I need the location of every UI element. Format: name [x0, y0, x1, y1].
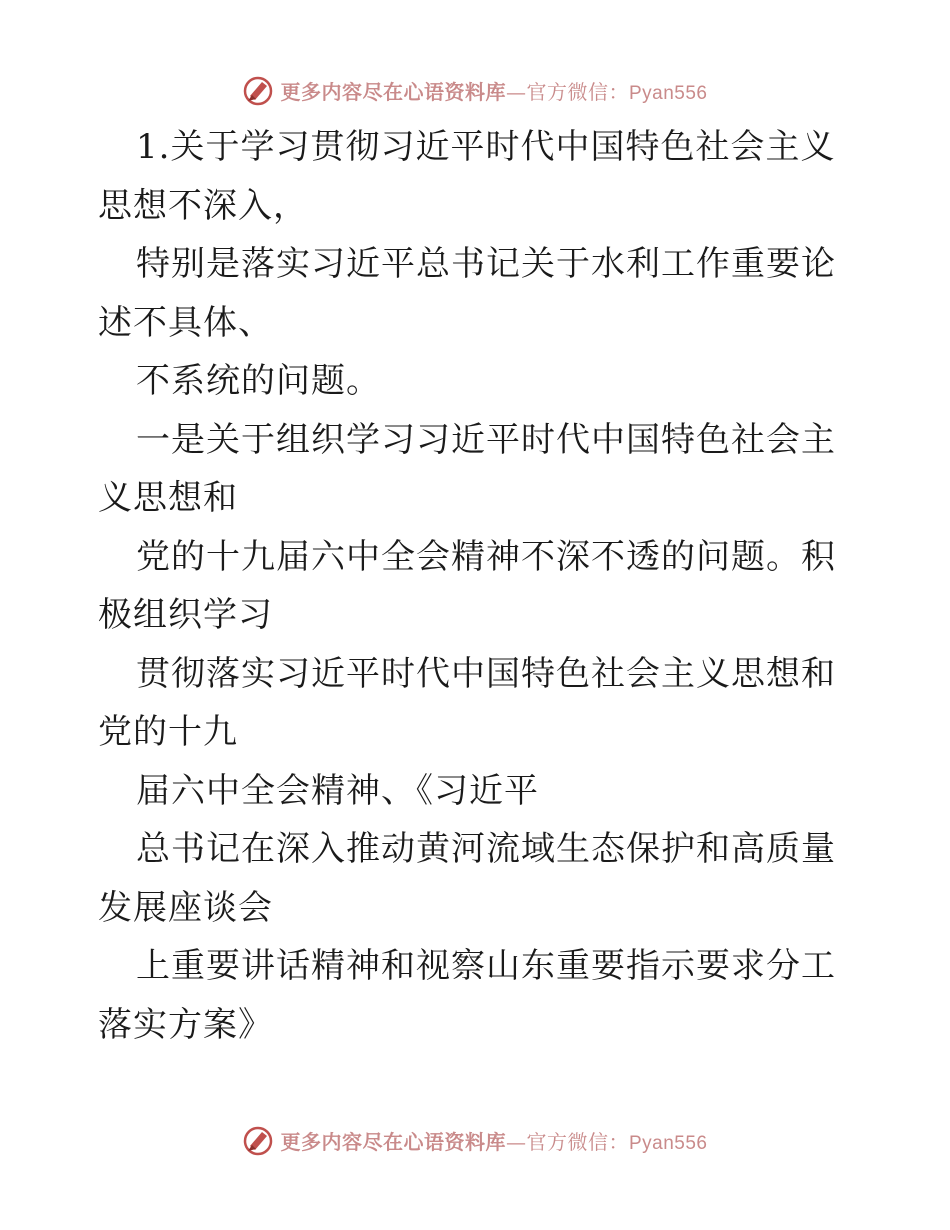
footer-banner-text: 更多内容尽在心语资料库—官方微信：Pyan556 — [280, 1129, 708, 1154]
paragraph: 贯彻落实习近平时代中国特色社会主义思想和党的十九 — [98, 653, 836, 752]
paragraph: 一是关于组织学习习近平时代中国特色社会主义思想和 — [98, 419, 836, 518]
paragraph: 届六中全会精神、《习近平 — [136, 770, 539, 811]
paragraph: 特别是落实习近平总书记关于水利工作重要论述不具体、 — [98, 244, 836, 343]
paragraph: 总书记在深入推动黄河流域生态保护和高质量发展座谈会 — [98, 829, 836, 928]
header-banner — [0, 70, 950, 110]
header-banner-text: 更多内容尽在心语资料库—官方微信：Pyan556 — [280, 79, 708, 104]
footer-banner — [0, 1120, 950, 1160]
book-pen-logo-icon — [242, 74, 274, 106]
document-body — [98, 118, 858, 1054]
paragraph: 上重要讲话精神和视察山东重要指示要求分工落实方案》 — [98, 946, 836, 1045]
paragraph: 党的十九届六中全会精神不深不透的问题。积极组织学习 — [98, 536, 836, 635]
book-pen-logo-icon — [242, 1124, 274, 1156]
paragraph: 1.关于学习贯彻习近平时代中国特色社会主义思想不深入， — [98, 127, 836, 226]
paragraph: 不系统的问题。 — [136, 361, 381, 401]
